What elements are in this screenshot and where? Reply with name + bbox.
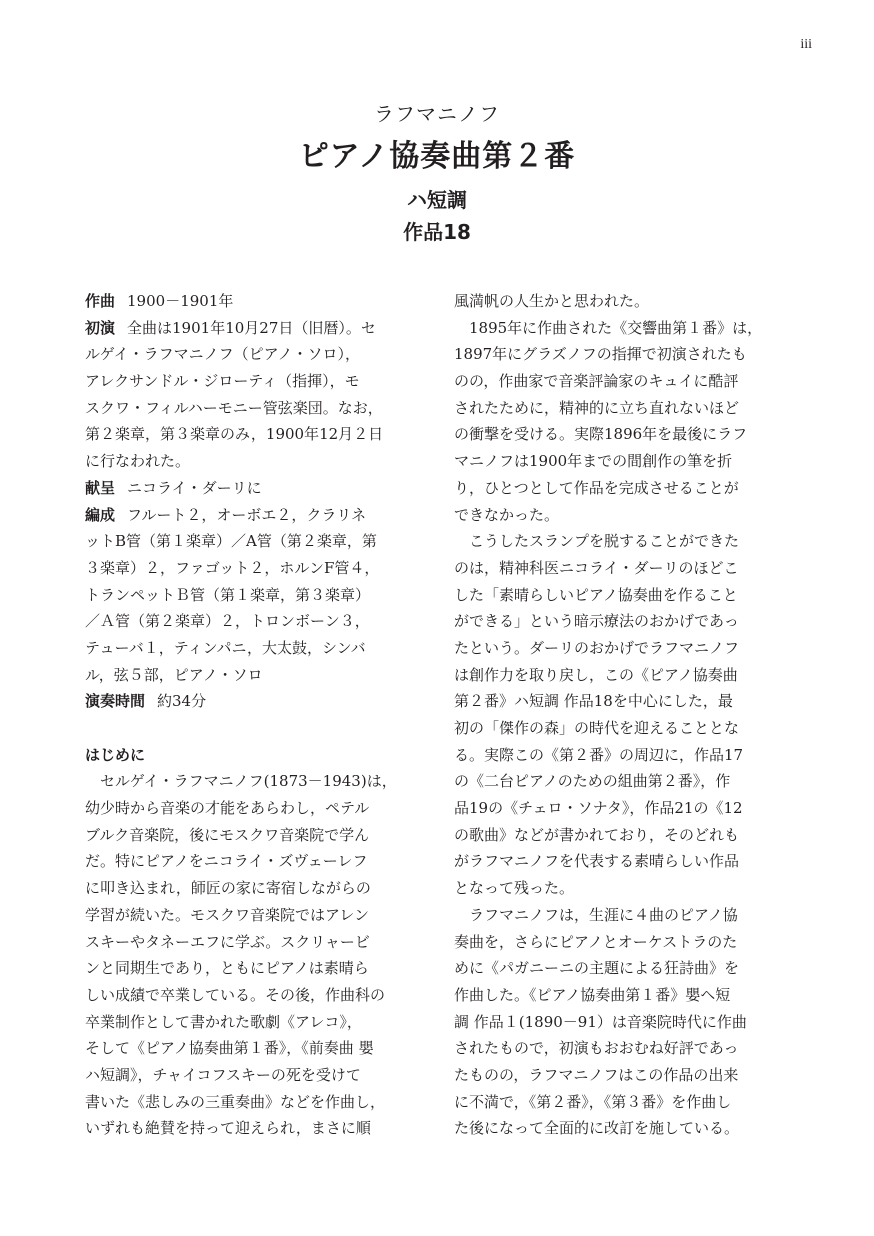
body-line: ブルク音楽院，後にモスクワ音楽院で学ん — [85, 825, 370, 844]
body-line: がラフマニノフを代表する素晴らしい作品 — [454, 852, 740, 871]
instrumentation-text: ットB管（第１楽章）／A管（第２楽章，第 — [85, 532, 377, 551]
dedication-label: 献呈 — [85, 478, 116, 497]
duration-line — [85, 688, 418, 715]
body-line: の《二台ピアノのための組曲第２番》，作 — [454, 772, 731, 791]
body-line: ラフマニノフは，生涯に４曲のピアノ協 — [454, 905, 738, 924]
body-line: セルゲイ・ラフマニノフ(1873－1943)は， — [85, 772, 397, 791]
section-gap — [85, 715, 418, 742]
premiere-text: に行なわれた。 — [85, 452, 191, 471]
instrumentation-label: 編成 — [85, 505, 116, 524]
instrumentation-text: ３楽章）２，ファゴット２，ホルンF管４， — [85, 558, 380, 577]
work-key: ハ短調 — [407, 188, 467, 212]
body-line: されたもので，初演もおおむね好評であっ — [454, 1039, 739, 1058]
body-line: 幼少時から音楽の才能をあらわし，ペテル — [85, 799, 370, 818]
body-line: に不満で，《第２番》，《第３番》を作曲し — [454, 1092, 732, 1111]
body-line: ハ短調》，チャイコフスキーの死を受けて — [85, 1065, 361, 1084]
premiere-text: 第２楽章，第３楽章のみ，1900年12月２日 — [85, 425, 384, 444]
body-line: 品19の《チェロ・ソナタ》，作品21の《12 — [454, 799, 743, 818]
body-line: の歌曲》などが書かれており，そのどれも — [454, 825, 740, 844]
body-line: スキーやタネーエフに学ぶ。スクリャービ — [85, 932, 370, 951]
premiere-text: 全曲は1901年10月27日（旧暦）。セ — [127, 318, 376, 337]
instrumentation-line — [85, 502, 418, 529]
composition-label: 作曲 — [85, 292, 116, 310]
page-number: iii — [800, 37, 812, 52]
dedication-line — [85, 475, 418, 502]
body-line: こうしたスランプを脱することができた — [454, 532, 740, 551]
premiere-line — [85, 315, 418, 342]
instrumentation-text: トランペットＢ管（第１楽章，第３楽章） — [85, 585, 371, 604]
instrumentation-text: フルート２，オーボエ２，クラリネ — [127, 505, 367, 524]
body-line: る。実際この《第２番》の周辺に，作品17 — [454, 745, 744, 764]
body-line: 調 作品１(1890－91）は音楽院時代に作曲 — [454, 1012, 747, 1031]
body-line: 風満帆の人生かと思われた。 — [454, 292, 650, 310]
composition-value: 1900－1901年 — [127, 292, 234, 310]
composer-name: ラフマニノフ — [374, 102, 500, 126]
instrumentation-text: ／Ａ管（第２楽章）２，トロンボーン３， — [85, 612, 370, 631]
body-line: の衝撃を受ける。実際1896年を最後にラフ — [454, 425, 748, 444]
premiere-text: スクワ・フィルハーモニー管弦楽団。なお， — [85, 398, 383, 417]
body-line: できなかった。 — [454, 505, 560, 524]
premiere-text: アレクサンドル・ジローティ（指揮），モ — [85, 372, 360, 391]
body-line: いずれも絶賛を持って迎えられ，まさに順 — [85, 1119, 371, 1138]
body-line: マニノフは1900年までの間創作の筆を折 — [454, 452, 733, 471]
body-line: 1897年にグラズノフの指揮で初演されたも — [454, 345, 747, 364]
body-line: ンと同期生であり，ともにピアノは素晴ら — [85, 959, 369, 978]
body-line: のは，精神科医ニコライ・ダーリのほどこ — [454, 558, 739, 577]
duration-label: 演奏時間 — [85, 692, 146, 711]
body-line: そして《ピアノ協奏曲第１番》，《前奏曲 嬰 — [85, 1039, 374, 1058]
body-line: ができる」という暗示療法のおかげであっ — [454, 612, 739, 631]
right-column — [454, 288, 787, 1142]
duration-value: 約34分 — [157, 692, 207, 711]
body-line: しい成績で卒業している。その後，作曲科の — [85, 985, 386, 1004]
composition-line — [85, 288, 418, 315]
body-line: 奏曲を，さらにピアノとオーケストラのた — [454, 932, 738, 951]
body-line: 学習が続いた。モスクワ音楽院ではアレン — [85, 905, 370, 924]
body-line: は創作力を取り戻し，この《ピアノ協奏曲 — [454, 665, 738, 684]
body-line: 初の「傑作の森」の時代を迎えることとな — [454, 719, 740, 737]
opus-number: 作品18 — [403, 220, 471, 244]
body-line: 卒業制作として書かれた歌劇《アレコ》， — [85, 1012, 362, 1031]
body-line: した「素晴らしいピアノ協奏曲を作ること — [454, 585, 738, 604]
intro-heading: はじめに — [85, 745, 146, 764]
dedication-value: ニコライ・ダーリに — [127, 478, 262, 497]
instrumentation-text: テューバ１，ティンパニ，大太鼓，シンバ — [85, 638, 366, 657]
instrumentation-text: ル，弦５部，ピアノ・ソロ — [85, 665, 263, 684]
body-line: たものの，ラフマニノフはこの作品の出来 — [454, 1065, 739, 1084]
body-line: り，ひとつとして作品を完成させることが — [454, 478, 739, 497]
body-line: だ。特にピアノをニコライ・ズヴェーレフ — [85, 852, 368, 871]
premiere-text: ルゲイ・ラフマニノフ（ピアノ・ソロ）， — [85, 345, 360, 364]
body-line: たという。ダーリのおかげでラフマニノフ — [454, 638, 740, 657]
body-line: に叩き込まれ，師匠の家に寄宿しながらの — [85, 879, 371, 898]
body-line: されたために，精神的に立ち直れないほど — [454, 398, 740, 417]
body-line: た後になって全面的に改訂を施している。 — [454, 1119, 740, 1138]
title-block — [0, 100, 874, 248]
body-line: 第２番》ハ短調 作品18を中心にした，最 — [454, 692, 733, 711]
body-line: めに《パガニーニの主題による狂詩曲》を — [454, 959, 740, 978]
body-line: のの，作曲家で音楽評論家のキュイに酷評 — [454, 372, 739, 391]
premiere-label: 初演 — [85, 318, 116, 337]
body-line: となって残った。 — [454, 879, 575, 898]
body-line: 書いた《悲しみの三重奏曲》などを作曲し， — [85, 1092, 386, 1111]
work-title: ピアノ協奏曲第２番 — [298, 139, 576, 174]
body-line: 作曲した。《ピアノ協奏曲第１番》嬰ヘ短 — [454, 985, 731, 1004]
left-column — [85, 288, 418, 1142]
body-line: 1895年に作曲された《交響曲第１番》は， — [454, 318, 763, 337]
